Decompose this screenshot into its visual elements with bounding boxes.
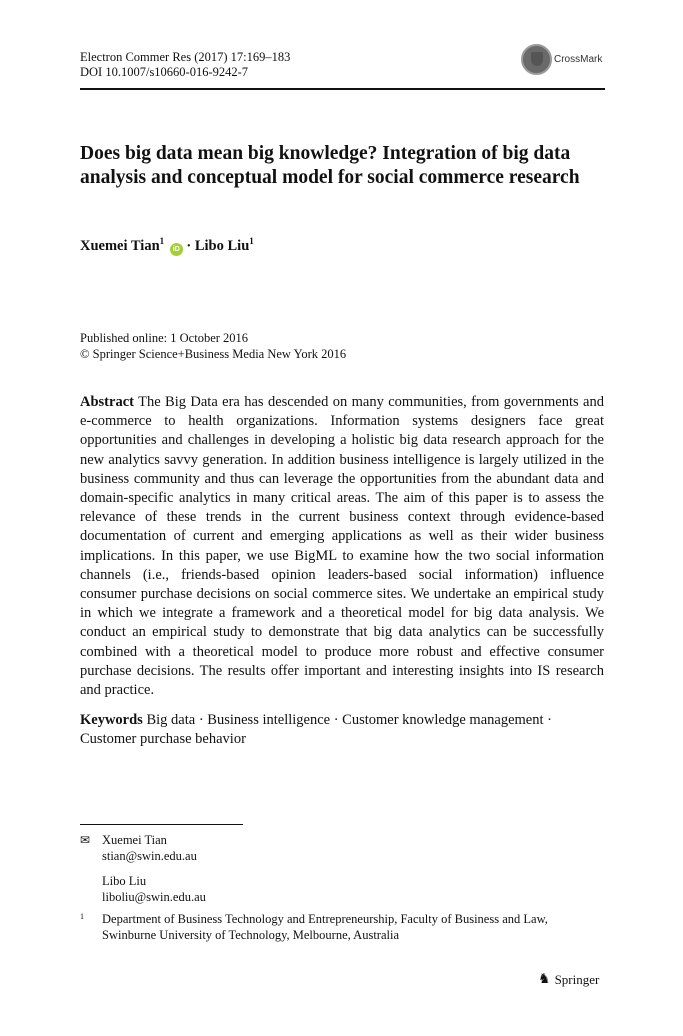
- published-date: Published online: 1 October 2016: [80, 331, 249, 345]
- orcid-icon[interactable]: iD: [170, 243, 183, 256]
- author-name[interactable]: Xuemei Tian: [80, 237, 160, 254]
- paper-title: Does big data mean big knowledge? Integration of big data analysis and conceptual model for social commerce research: [80, 143, 580, 188]
- contact-name: Xuemei Tian: [102, 833, 167, 847]
- footnote-rule: [80, 824, 243, 825]
- affiliation-number: 1: [80, 912, 84, 921]
- abstract: [80, 393, 604, 700]
- affiliation-marker: 1: [159, 236, 165, 246]
- keywords: [80, 711, 604, 749]
- abstract-text: The Big Data era has descended on many communities, from governments and e-commerce to health organizations. Information systems designers face great opportunities and challenges in developing a holistic big data research approach for the new analytics savvy generation. In addition business intelligence is largely utilized in the business community and thus can leverage the opportunities from the abundant data and domain-specific analytics in many critical areas. The aim of this paper is to assess the relevance of these trends in the current business context through evidence-based documentation of current and emerging applications as well as their wider business implications. In this paper, we use BigML to examine how the two social information channels (i.e., friends-based opinion leaders-based social information) influence consumer purchase decisions on social commerce sites. We undertake an empirical study in which we integrate a framework and a theoretical model for big data analysis. We conduct an empirical study to demonstrate that big data analytics can be successfully combined with a theoretical model to produce more robust and effective consumer purchase decisions. The results offer important and interesting insights into IS research and practice.: [80, 394, 604, 699]
- crossmark-badge[interactable]: [521, 44, 602, 75]
- affiliation: [80, 912, 580, 943]
- header-rule: [80, 88, 605, 90]
- journal-citation: Electron Commer Res (2017) 17:169–183: [80, 50, 291, 64]
- affiliation-marker: 1: [249, 236, 254, 246]
- abstract-label: Abstract: [80, 394, 134, 410]
- crossmark-icon: [521, 44, 552, 75]
- corresponding-contacts: [80, 833, 206, 905]
- crossmark-label: CrossMark: [554, 54, 603, 65]
- author-separator: ·: [186, 237, 192, 254]
- copyright: © Springer Science+Business Media New York 2016: [80, 346, 347, 361]
- contact-email[interactable]: stian@swin.edu.au: [102, 848, 197, 863]
- affiliation-line: Department of Business Technology and Entrepreneurship, Faculty of Business and Law,: [102, 912, 548, 926]
- envelope-icon: ✉: [80, 833, 91, 847]
- springer-horse-icon: ♞: [538, 972, 551, 987]
- author-name[interactable]: Libo Liu: [194, 237, 250, 254]
- journal-info: [80, 50, 290, 80]
- publication-info: [80, 331, 346, 362]
- authors: [80, 236, 254, 256]
- keywords-label: Keywords: [80, 712, 143, 728]
- keywords-text: Big data · Business intelligence · Customer knowledge management · Customer purchase behavior: [80, 712, 552, 748]
- contact-name: Libo Liu: [102, 874, 147, 888]
- affiliation-line: Swinburne University of Technology, Melbourne, Australia: [102, 927, 399, 942]
- springer-logo: [538, 971, 599, 988]
- doi[interactable]: DOI 10.1007/s10660-016-9242-7: [80, 65, 249, 79]
- contact-email[interactable]: liboliu@swin.edu.au: [102, 889, 206, 904]
- publisher-name: Springer: [554, 971, 600, 987]
